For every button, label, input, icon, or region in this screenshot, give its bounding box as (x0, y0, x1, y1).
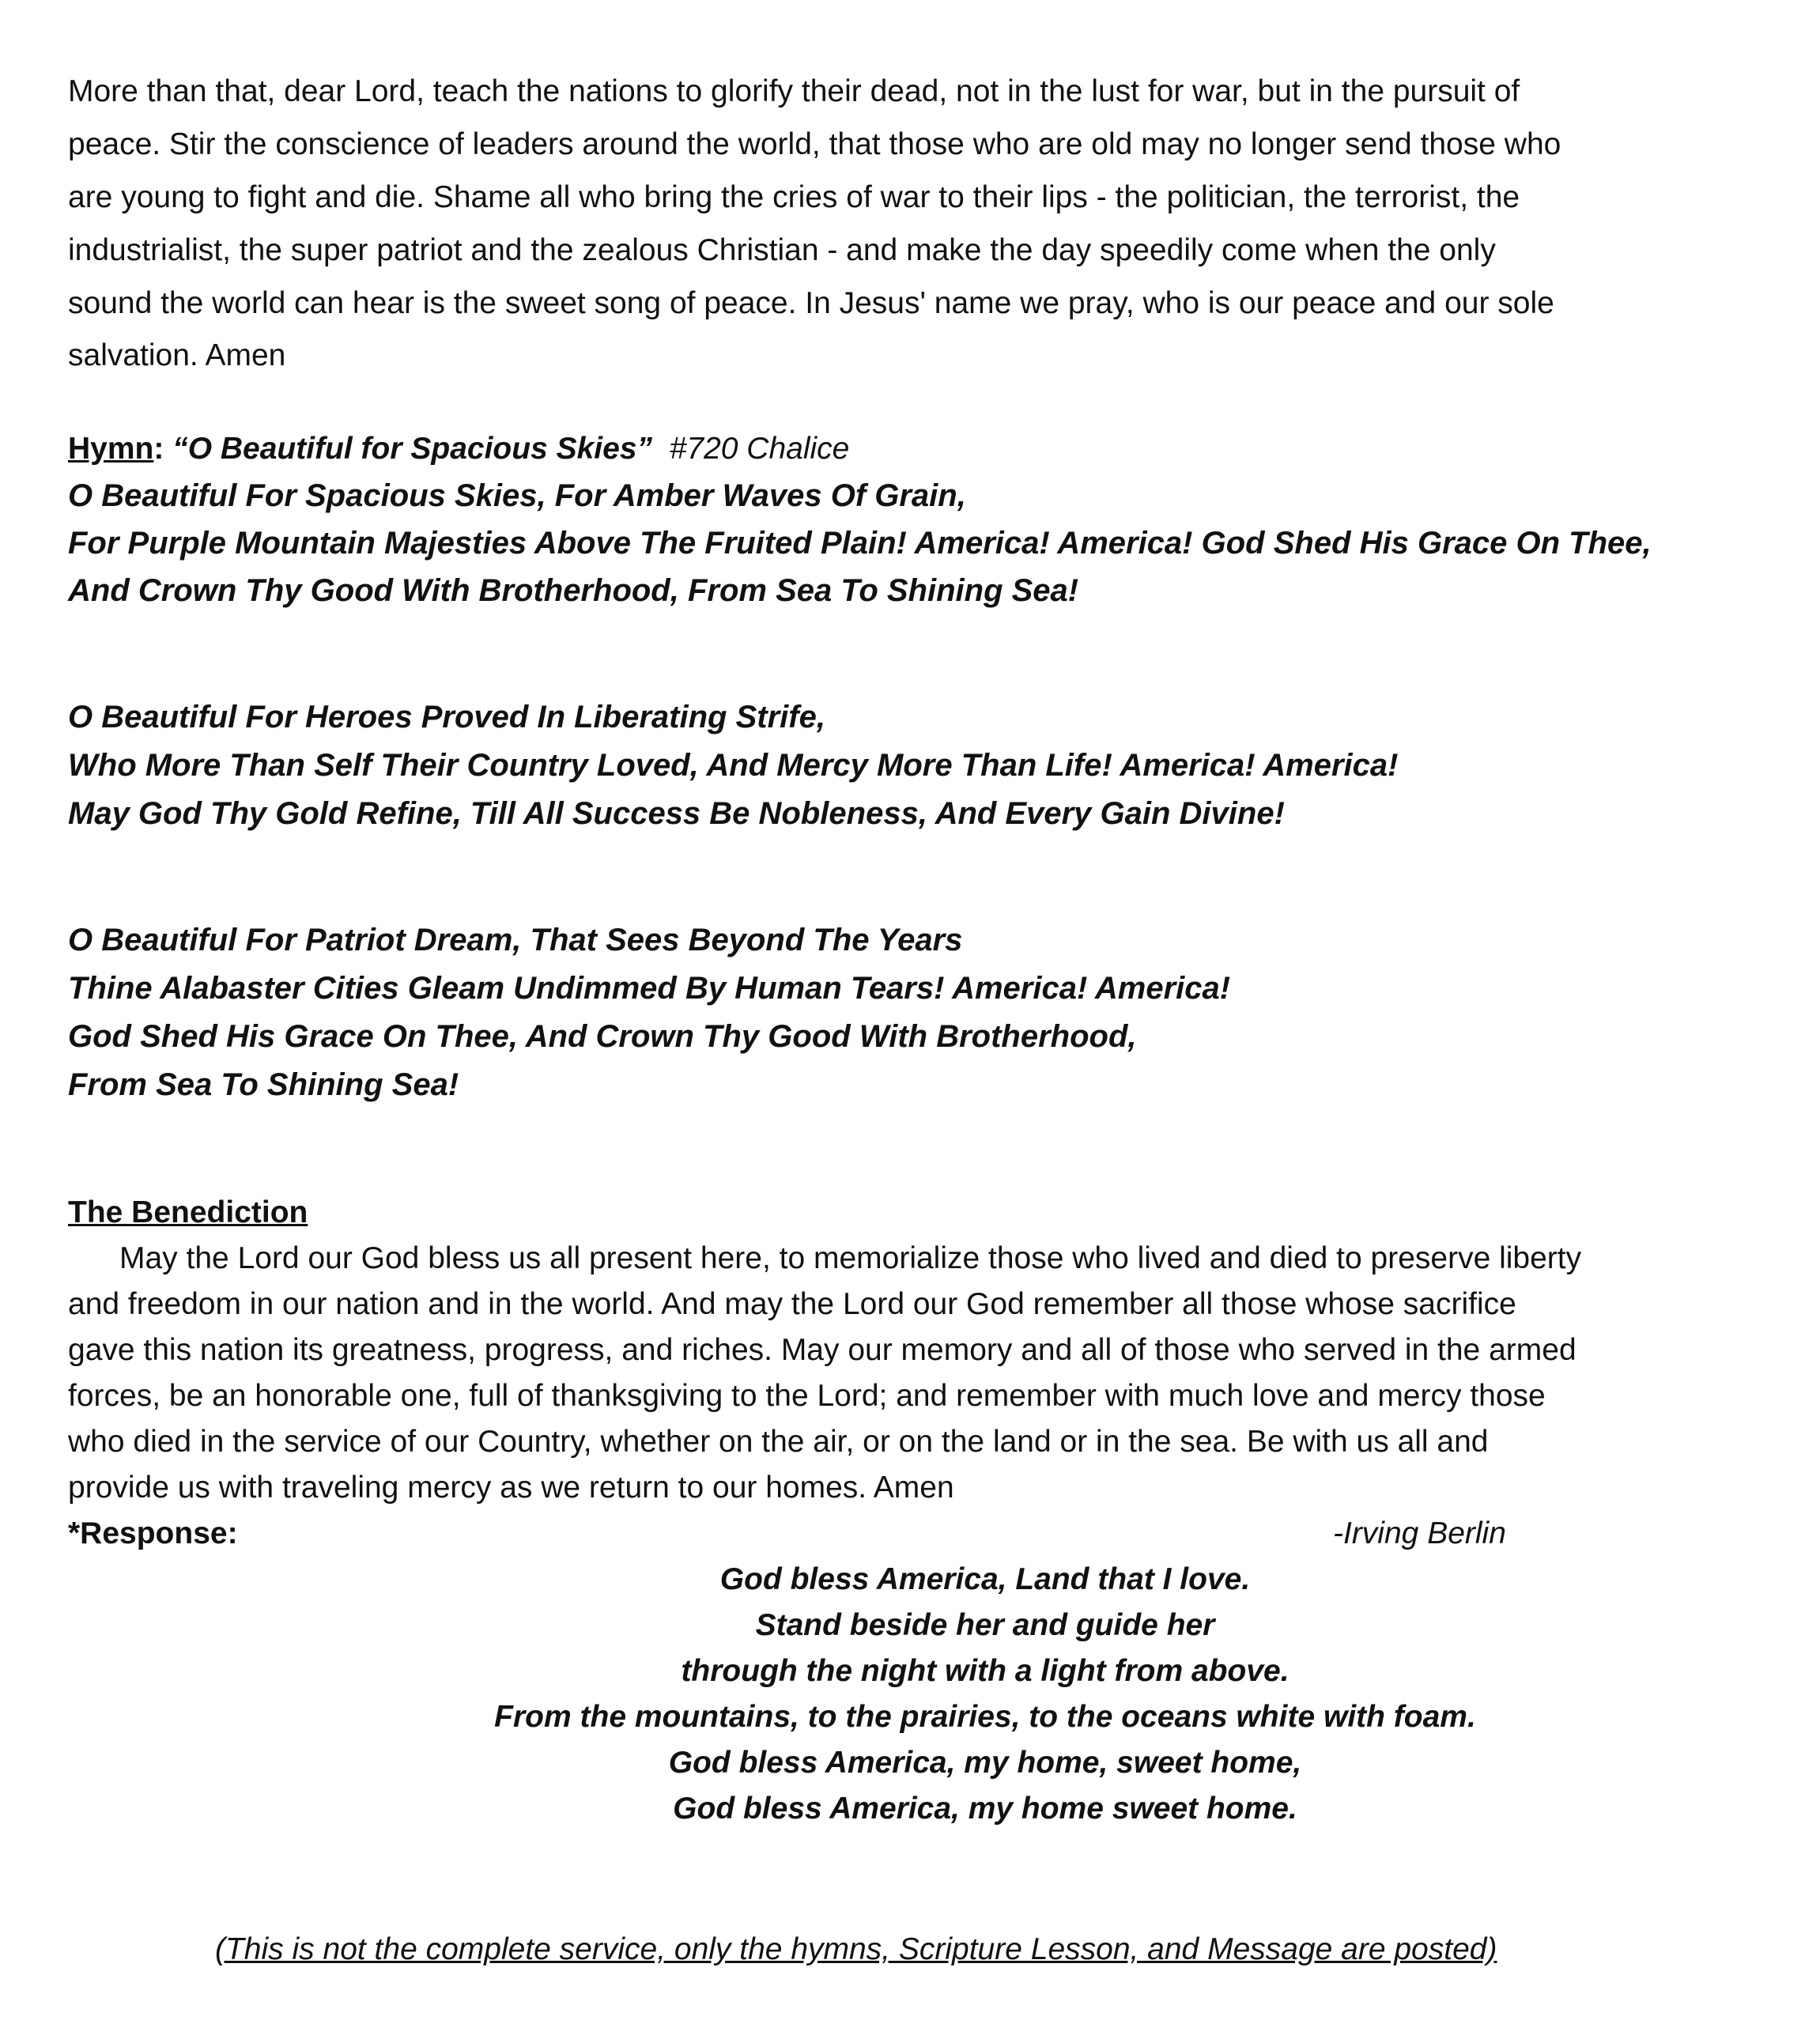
benediction-line: provide us with traveling mercy as we return to our homes. Amen (68, 1471, 954, 1505)
lyric-line: O Beautiful For Spacious Skies, For Amber Waves Of Grain, (68, 478, 966, 513)
lyric-line: From Sea To Shining Sea! (68, 1067, 459, 1102)
response-line: God bless America, Land that I love. (719, 1562, 1251, 1596)
response-attribution: -Irving Berlin (1333, 1516, 1506, 1550)
hymn-number: #720 Chalice (669, 432, 850, 466)
prayer-line: industrialist, the super patriot and the zealous Christian - and make the day speedily come when the only (68, 233, 1496, 267)
prayer-line: are young to fight and die. Shame all who bring the cries of war to their lips - the politician, the terrorist, the (68, 180, 1520, 214)
response-line: From the mountains, to the prairies, to the oceans white with foam. (494, 1700, 1476, 1734)
prayer-line: peace. Stir the conscience of leaders around the world, that those who are old may no longer send those who (68, 127, 1561, 161)
hymn-title: “O Beautiful for Spacious Skies” (172, 432, 653, 466)
benediction-heading: The Benediction (68, 1195, 308, 1229)
hymn-heading (68, 432, 849, 466)
hymn-colon: : (153, 432, 164, 466)
response-line: God bless America, my home sweet home. (673, 1792, 1297, 1826)
lyric-line: For Purple Mountain Majesties Above The Fruited Plain! America! America! God Shed His Grace On Thee, (68, 526, 1652, 561)
benediction-line: and freedom in our nation and in the world. And may the Lord our God remember all those whose sacrifice (68, 1287, 1516, 1321)
benediction-line: gave this nation its greatness, progress, and riches. May our memory and all of those who served in the armed (68, 1333, 1576, 1367)
lyric-line: May God Thy Gold Refine, Till All Success Be Nobleness, And Every Gain Divine! (68, 796, 1285, 831)
response-line: through the night with a light from above. (681, 1654, 1289, 1688)
response-label: *Response: (68, 1516, 238, 1550)
prayer-line: salvation. Amen (68, 338, 286, 372)
benediction-line: forces, be an honorable one, full of thanksgiving to the Lord; and remember with much love and mercy those (68, 1379, 1546, 1413)
lyric-line: Who More Than Self Their Country Loved, And Mercy More Than Life! America! America! (68, 748, 1399, 783)
prayer-line: sound the world can hear is the sweet song of peace. In Jesus' name we pray, who is our peace and our sole (68, 286, 1554, 320)
prayer-line: More than that, dear Lord, teach the nations to glorify their dead, not in the lust for war, but in the pursuit of (68, 74, 1520, 108)
lyric-line: And Crown Thy Good With Brotherhood, From Sea To Shining Sea! (68, 573, 1079, 608)
lyric-line: O Beautiful For Patriot Dream, That Sees Beyond The Years (68, 923, 963, 957)
lyric-line: Thine Alabaster Cities Gleam Undimmed By Human Tears! America! America! (68, 971, 1231, 1006)
benediction-line: May the Lord our God bless us all present here, to memorialize those who lived and died to preserve liberty (119, 1241, 1582, 1275)
hymn-label: Hymn (68, 432, 154, 466)
benediction-line: who died in the service of our Country, whether on the air, or on the land or in the sea. Be with us all and (68, 1425, 1489, 1459)
lyric-line: O Beautiful For Heroes Proved In Liberating Strife, (68, 700, 825, 734)
footer-note: (This is not the complete service, only the hymns, Scripture Lesson, and Message are posted) (215, 1932, 1497, 1966)
lyric-line: God Shed His Grace On Thee, And Crown Thy Good With Brotherhood, (68, 1019, 1137, 1054)
response-line: God bless America, my home, sweet home, (668, 1746, 1302, 1780)
response-line: Stand beside her and guide her (755, 1608, 1215, 1642)
